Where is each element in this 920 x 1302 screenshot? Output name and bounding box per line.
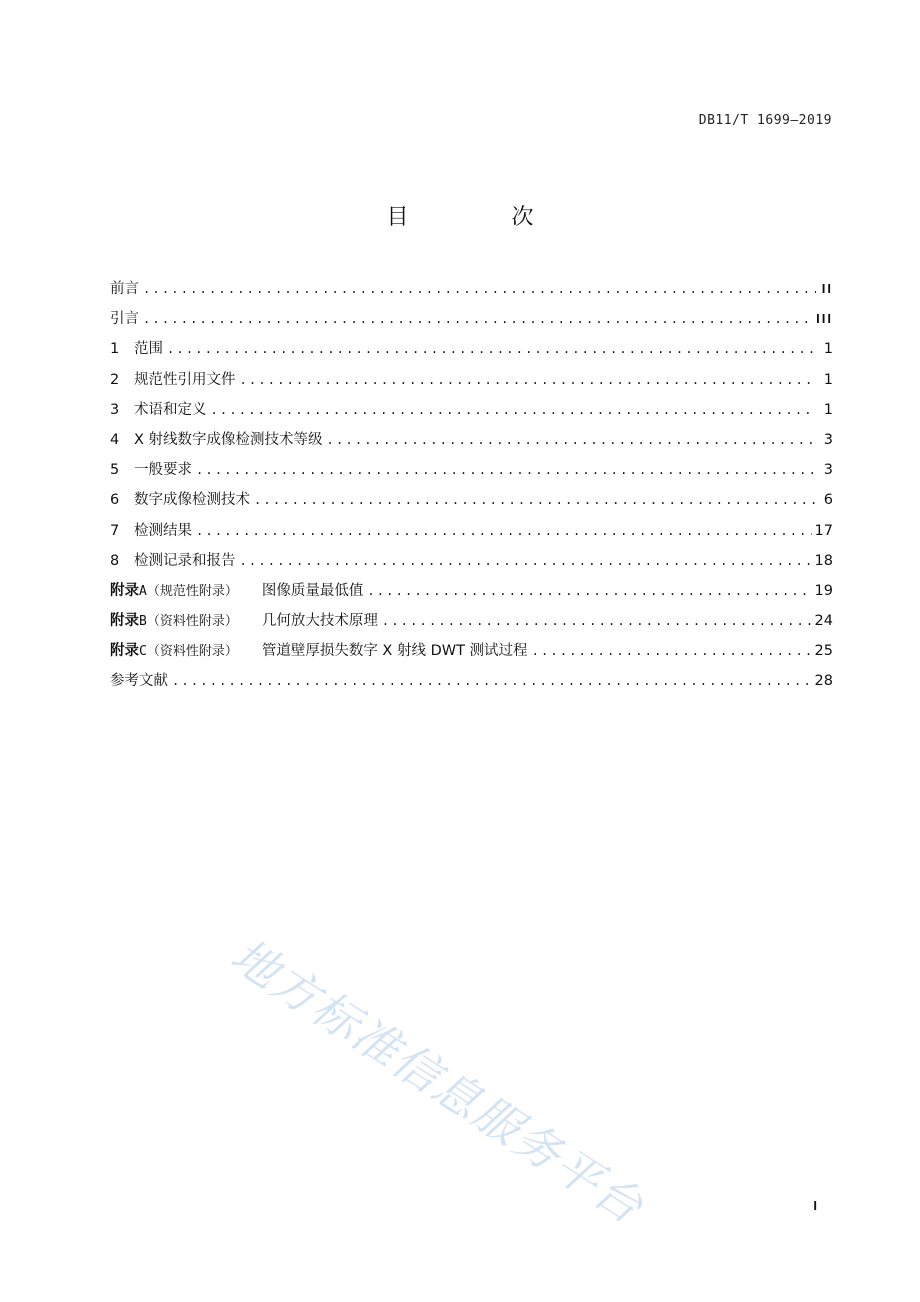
toc-entry-label: 参考文献 — [110, 673, 168, 690]
toc-entry-page: 24 — [814, 613, 833, 630]
toc-entry[interactable] — [110, 520, 833, 550]
toc-leader-dots — [196, 520, 812, 542]
toc-leader-dots — [143, 308, 813, 330]
toc-entry-page: 1 — [823, 401, 833, 418]
toc-entry-number: 4 — [110, 431, 120, 448]
toc-entry[interactable] — [110, 338, 833, 368]
table-of-contents — [110, 278, 833, 701]
toc-entry-label: 管道壁厚损失数字 X 射线 DWT 测试过程 — [261, 643, 528, 660]
toc-entry[interactable] — [110, 308, 833, 338]
toc-entry-page: 3 — [823, 431, 833, 448]
toc-entry-number: 2 — [110, 371, 120, 388]
toc-entry-label: 引言 — [110, 311, 139, 328]
toc-leader-dots — [196, 459, 816, 481]
toc-entry-label: 检测记录和报告 — [134, 552, 236, 569]
page-title: 目 次 — [386, 205, 582, 230]
toc-entry-label: 范围 — [134, 341, 163, 358]
toc-entry-page: III — [816, 311, 833, 327]
toc-annex-word: 附录 — [110, 613, 139, 630]
toc-annex-word: 附录 — [110, 643, 139, 660]
toc-entry-page: 18 — [814, 552, 833, 569]
toc-annex-word: 附录 — [110, 582, 139, 599]
toc-entry-label: 数字成像检测技术 — [134, 492, 250, 509]
toc-annex-prefix — [110, 610, 238, 633]
toc-entry[interactable] — [110, 670, 833, 700]
toc-entry-page: 17 — [814, 522, 833, 539]
toc-entry[interactable] — [110, 459, 833, 489]
toc-entry-label: 检测结果 — [134, 522, 192, 539]
toc-entry-page: 28 — [814, 673, 833, 690]
doc-code: DB11/T 1699—2019 — [698, 113, 832, 128]
toc-entry[interactable] — [110, 550, 833, 580]
toc-entry-label: 几何放大技术原理 — [261, 613, 378, 630]
toc-entry-label: 一般要求 — [134, 462, 192, 479]
toc-entry-number: 7 — [110, 522, 120, 539]
toc-leader-dots — [172, 670, 812, 692]
toc-leader-dots — [211, 399, 817, 421]
toc-entry-label: 图像质量最低值 — [261, 582, 364, 599]
toc-leader-dots — [254, 489, 816, 511]
toc-entry-number: 6 — [110, 492, 120, 509]
toc-annex-type: C（资料性附录） — [139, 644, 238, 660]
toc-entry[interactable] — [110, 580, 833, 610]
toc-entry-label: 前言 — [110, 281, 139, 297]
toc-entry[interactable] — [110, 640, 833, 670]
toc-leader-dots — [240, 550, 812, 572]
toc-entry[interactable] — [110, 399, 833, 429]
toc-entry-number: 1 — [110, 341, 120, 358]
toc-entry-page: 6 — [823, 492, 833, 509]
page-number: I — [813, 1198, 817, 1213]
toc-entry-label: X 射线数字成像检测技术等级 — [134, 431, 323, 448]
toc-entry-page: 3 — [823, 462, 833, 479]
toc-entry-page: 19 — [814, 582, 833, 599]
toc-entry-page: 1 — [823, 371, 833, 388]
watermark: 地方标准信息服务平台 — [221, 927, 654, 1235]
toc-annex-prefix — [110, 640, 238, 663]
toc-leader-dots — [367, 580, 811, 602]
toc-annex-type: B（资料性附录） — [139, 614, 238, 630]
toc-leader-dots — [167, 338, 816, 360]
toc-leader-dots — [143, 278, 816, 300]
toc-entry[interactable] — [110, 369, 833, 399]
toc-annex-prefix — [110, 580, 238, 603]
toc-entry-label: 术语和定义 — [134, 401, 207, 418]
toc-entry[interactable] — [110, 489, 833, 519]
toc-leader-dots — [532, 640, 812, 662]
toc-leader-dots — [382, 610, 812, 632]
toc-entry-page: II — [821, 281, 833, 296]
toc-entry-number: 3 — [110, 401, 120, 418]
toc-annex-type: A（规范性附录） — [139, 583, 238, 599]
toc-entry-number: 5 — [110, 462, 120, 479]
toc-entry-page: 25 — [814, 643, 833, 660]
toc-entry[interactable] — [110, 278, 833, 308]
toc-entry-page: 1 — [823, 341, 833, 358]
toc-leader-dots — [327, 429, 816, 451]
toc-entry[interactable] — [110, 610, 833, 640]
toc-entry[interactable] — [110, 429, 833, 459]
toc-entry-label: 规范性引用文件 — [134, 371, 236, 388]
toc-leader-dots — [240, 369, 817, 391]
toc-entry-number: 8 — [110, 552, 120, 569]
